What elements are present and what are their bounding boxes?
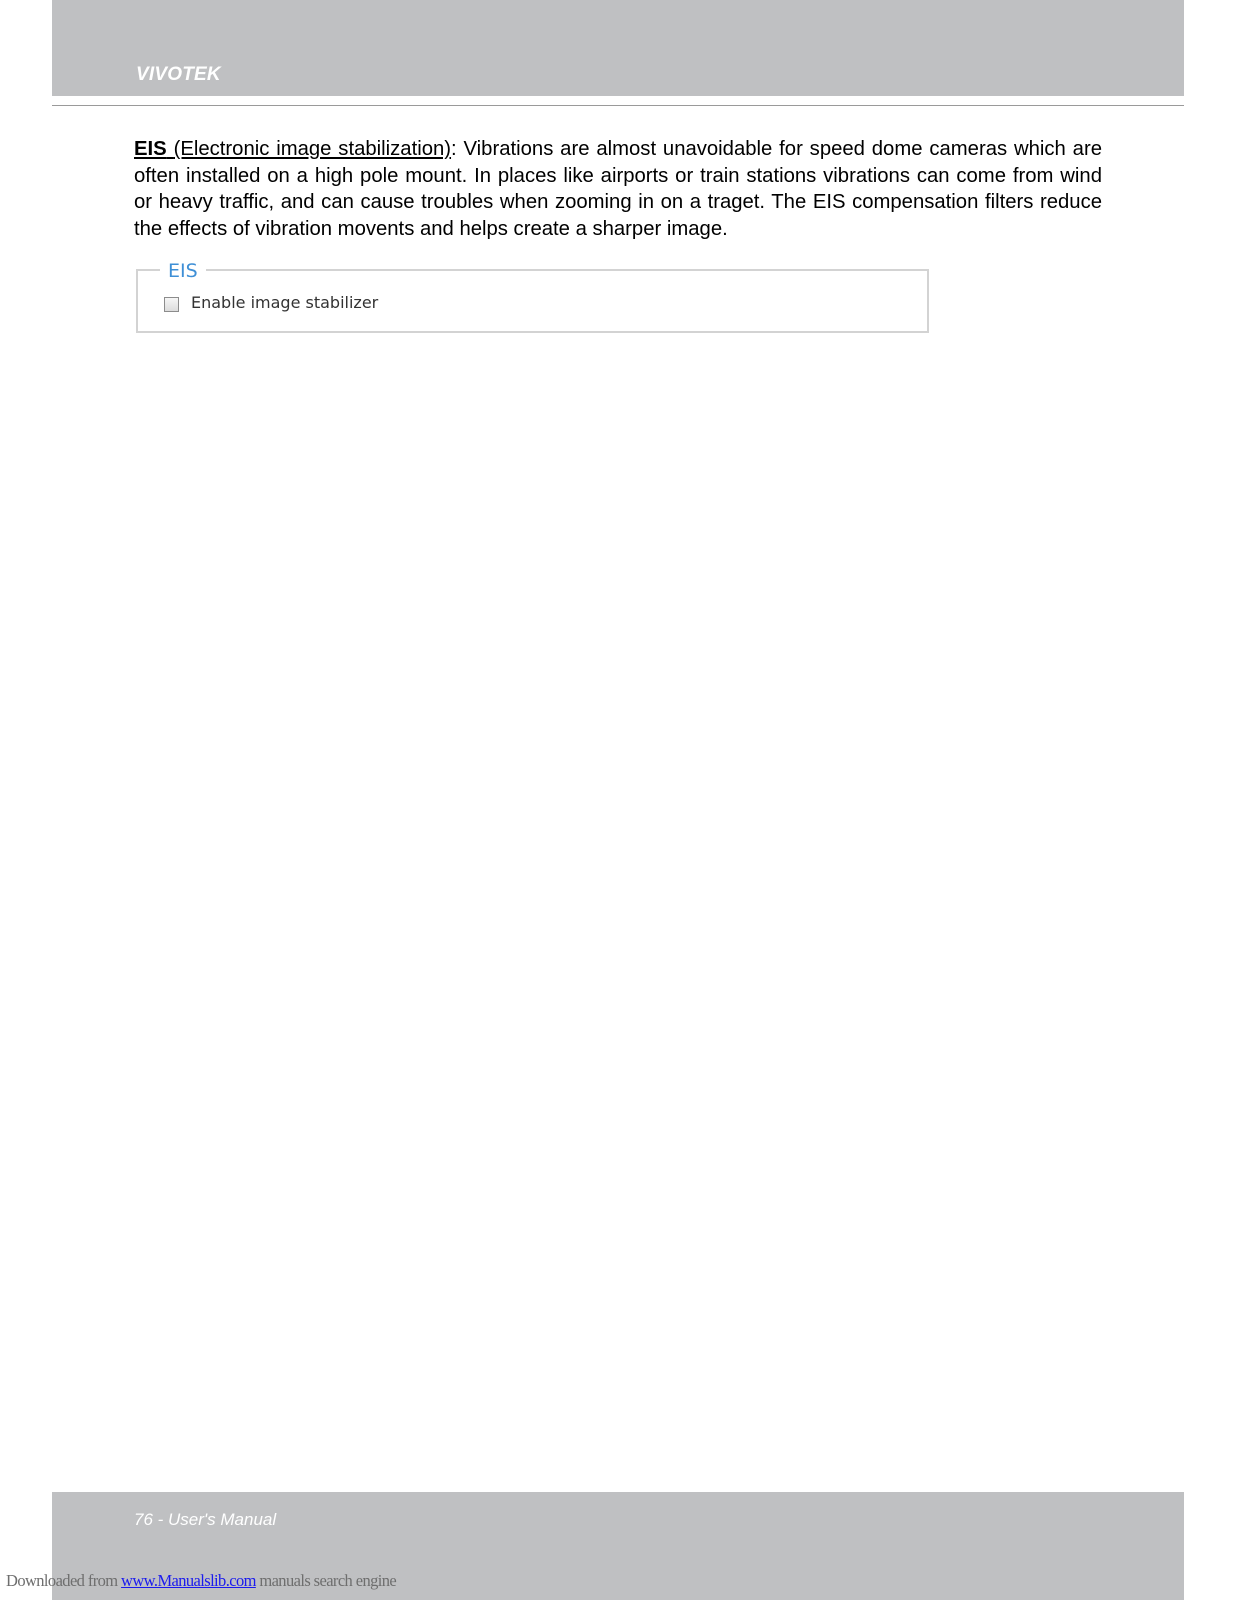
brand-name: VIVOTEK (136, 64, 221, 85)
download-note-prefix: Downloaded from (6, 1571, 122, 1590)
eis-description-text: : Vibrations are almost unavoidable for speed dome cameras which are often installed on a high pole mount. In places like airports or train stations vibrations can come from wind or heavy traffic, and can cause troubles when zooming in on a traget. The EIS compensation filters reduce the effects of vibration movents and helps create a sharper image. (134, 138, 1102, 240)
download-source-note (6, 1571, 396, 1591)
download-note-suffix: manuals search engine (255, 1571, 397, 1590)
eis-group-legend: EIS (160, 259, 206, 283)
header-divider (52, 105, 1184, 106)
page-number: 76 - User's Manual (134, 1510, 277, 1529)
header-band (52, 0, 1184, 96)
manualslib-link[interactable]: www.Manualslib.com (121, 1571, 256, 1590)
eis-term (134, 138, 451, 160)
eis-term-abbreviation: EIS (134, 138, 167, 160)
enable-image-stabilizer-label[interactable]: Enable image stabilizer (191, 293, 379, 312)
enable-image-stabilizer-checkbox[interactable] (164, 297, 179, 312)
eis-description-paragraph (134, 136, 1102, 242)
eis-term-expansion: (Electronic image stabilization) (173, 138, 452, 160)
